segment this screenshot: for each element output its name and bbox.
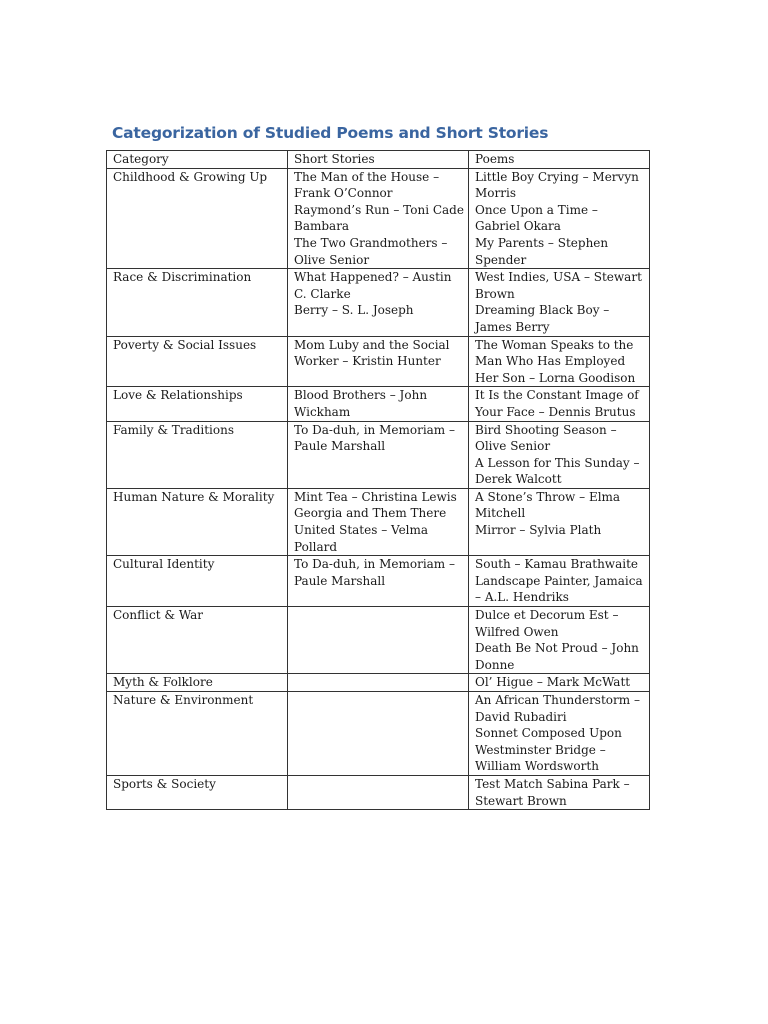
- table-row: [107, 692, 650, 776]
- poem-entry: Little Boy Crying – Mervyn Morris: [475, 169, 639, 201]
- poem-entry: A Lesson for This Sunday – Derek Walcott: [475, 455, 640, 487]
- table-row: [107, 421, 650, 488]
- poems-cell: [469, 674, 650, 692]
- poem-entry: South – Kamau Brathwaite: [475, 557, 638, 572]
- short-story-entry: What Happened? – Austin C. Clarke: [294, 270, 452, 301]
- short-story-entry: Blood Brothers – John Wickham: [294, 388, 428, 419]
- poems-cell: [469, 607, 650, 674]
- short-story-entry: The Two Grandmothers – Olive Senior: [294, 235, 448, 267]
- table-row: [107, 775, 650, 809]
- category-cell: Conflict & War: [107, 607, 288, 674]
- short-story-entry: The Man of the House – Frank O’Connor: [294, 169, 440, 201]
- poem-entry: The Woman Speaks to the Man Who Has Employed Her Son – Lorna Goodison: [475, 337, 636, 385]
- poem-entry: Landscape Painter, Jamaica – A.L. Hendriks: [475, 573, 643, 605]
- short-stories-cell: [288, 168, 469, 269]
- table-row: [107, 269, 650, 336]
- categorization-table: [106, 150, 650, 810]
- poem-entry: Dulce et Decorum Est – Wilfred Owen: [475, 608, 619, 639]
- table-header-row: [107, 151, 650, 169]
- category-cell: Myth & Folklore: [107, 674, 288, 692]
- short-story-entry: Mint Tea – Christina Lewis: [294, 489, 457, 504]
- short-stories-cell: [288, 674, 469, 692]
- poem-entry: Once Upon a Time – Gabriel Okara: [475, 202, 598, 234]
- short-stories-cell: [288, 607, 469, 674]
- category-cell: Sports & Society: [107, 775, 288, 809]
- table-row: [107, 387, 650, 421]
- short-story-entry: Raymond’s Run – Toni Cade Bambara: [294, 202, 464, 234]
- short-stories-cell: [288, 775, 469, 809]
- category-cell: Cultural Identity: [107, 556, 288, 607]
- short-stories-cell: [288, 556, 469, 607]
- poem-entry: Bird Shooting Season – Olive Senior: [475, 422, 617, 454]
- poem-entry: Test Match Sabina Park – Stewart Brown: [475, 776, 630, 808]
- category-cell: Human Nature & Morality: [107, 488, 288, 555]
- poems-cell: [469, 269, 650, 336]
- category-cell: Love & Relationships: [107, 387, 288, 421]
- short-stories-cell: [288, 336, 469, 387]
- short-stories-cell: [288, 269, 469, 336]
- poem-entry: Death Be Not Proud – John Donne: [475, 641, 639, 672]
- poems-cell: [469, 336, 650, 387]
- header-short-stories: Short Stories: [288, 151, 469, 169]
- short-story-entry: To Da-duh, in Memoriam – Paule Marshall: [294, 422, 456, 454]
- poems-cell: [469, 692, 650, 776]
- table-row: [107, 674, 650, 692]
- poem-entry: West Indies, USA – Stewart Brown: [475, 270, 642, 301]
- page-title: Categorization of Studied Poems and Short Stories: [112, 124, 549, 142]
- short-story-entry: Mom Luby and the Social Worker – Kristin Hunter: [294, 337, 450, 369]
- poem-entry: Ol’ Higue – Mark McWatt: [475, 675, 631, 690]
- poem-entry: My Parents – Stephen Spender: [475, 235, 609, 267]
- table-row: [107, 488, 650, 555]
- short-stories-cell: [288, 692, 469, 776]
- poems-cell: [469, 421, 650, 488]
- header-poems: Poems: [469, 151, 650, 169]
- category-cell: Childhood & Growing Up: [107, 168, 288, 269]
- short-story-entry: Georgia and Them There United States – Velma Pollard: [294, 506, 447, 554]
- category-cell: Nature & Environment: [107, 692, 288, 776]
- short-stories-cell: [288, 488, 469, 555]
- table-row: [107, 607, 650, 674]
- poem-entry: Dreaming Black Boy – James Berry: [475, 303, 610, 334]
- table-row: [107, 336, 650, 387]
- poems-cell: [469, 387, 650, 421]
- poem-entry: It Is the Constant Image of Your Face – Dennis Brutus: [475, 388, 639, 419]
- poem-entry: Sonnet Composed Upon Westminster Bridge – William Wordsworth: [475, 726, 622, 774]
- category-cell: Family & Traditions: [107, 421, 288, 488]
- category-cell: Poverty & Social Issues: [107, 336, 288, 387]
- poems-cell: [469, 168, 650, 269]
- short-story-entry: Berry – S. L. Joseph: [294, 303, 414, 318]
- poem-entry: Mirror – Sylvia Plath: [475, 523, 602, 538]
- table-row: [107, 556, 650, 607]
- short-story-entry: To Da-duh, in Memoriam – Paule Marshall: [294, 557, 456, 588]
- short-stories-cell: [288, 421, 469, 488]
- poems-cell: [469, 775, 650, 809]
- poems-cell: [469, 488, 650, 555]
- poems-cell: [469, 556, 650, 607]
- short-stories-cell: [288, 387, 469, 421]
- header-category: Category: [107, 151, 288, 169]
- poem-entry: An African Thunderstorm – David Rubadiri: [475, 693, 640, 724]
- table-row: [107, 168, 650, 269]
- category-cell: Race & Discrimination: [107, 269, 288, 336]
- poem-entry: A Stone’s Throw – Elma Mitchell: [475, 489, 621, 521]
- table-body: [107, 168, 650, 810]
